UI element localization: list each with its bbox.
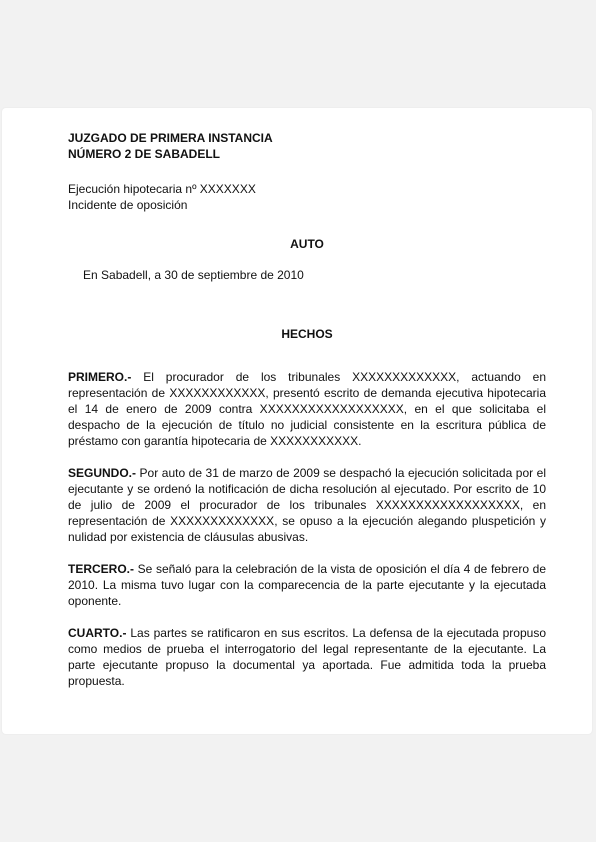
- court-heading: [68, 130, 546, 162]
- fact-text: Se señaló para la celebración de la vista de oposición el día 4 de febrero de 2010. La misma tuvo lugar con la comparecencia de la parte ejecutante y la ejecutada oponente.: [68, 562, 546, 608]
- document-page: [2, 108, 592, 734]
- document-content: [68, 130, 546, 705]
- place-date: En Sabadell, a 30 de septiembre de 2010: [83, 268, 304, 282]
- fact-label: SEGUNDO.-: [68, 466, 137, 480]
- auto-title: AUTO: [290, 237, 324, 251]
- court-number: NÚMERO 2 DE SABADELL: [68, 147, 221, 161]
- fact-segundo: [68, 465, 546, 545]
- facts-list: [68, 369, 546, 689]
- fact-label: TERCERO.-: [68, 562, 134, 576]
- fact-label: PRIMERO.-: [68, 370, 132, 384]
- case-reference: [68, 181, 546, 213]
- fact-tercero: [68, 561, 546, 609]
- fact-cuarto: [68, 625, 546, 689]
- hechos-title: HECHOS: [281, 327, 333, 341]
- fact-label: CUARTO.-: [68, 626, 127, 640]
- case-incident: Incidente de oposición: [68, 198, 188, 212]
- case-number: Ejecución hipotecaria nº XXXXXXX: [68, 182, 256, 196]
- fact-primero: [68, 369, 546, 449]
- fact-text: Las partes se ratificaron en sus escritos. La defensa de la ejecutada propuso como medios de prueba el interrogatorio del legal representante de la ejecutante. La parte ejecutante propuso la documental ya aportada. Fue admitida toda la prueba propuesta.: [68, 626, 546, 688]
- court-name: JUZGADO DE PRIMERA INSTANCIA: [68, 131, 273, 145]
- fact-text: Por auto de 31 de marzo de 2009 se despachó la ejecución solicitada por el ejecutante y se ordenó la notificación de dicha resolución al ejecutado. Por escrito de 10 de julio de 2009 el procurador de los tribunales XXXXXXXXXXXXXXXXXX, en representación de XXXXXXXXXXXXX, se opuso a la ejecución alegando pluspetición y nulidad por existencia de cláusulas abusivas.: [68, 466, 546, 544]
- fact-text: El procurador de los tribunales XXXXXXXXXXXXX, actuando en representación de XXXXXXXXXXXX, presentó escrito de demanda ejecutiva hipotecaria el 14 de enero de 2009 contra XXXXXXXXXXXXXXXXXX, en el que solicitaba el despacho de la ejecución de título no judicial consistente en la escritura pública de préstamo con garantía hipotecaria de XXXXXXXXXXX.: [68, 370, 546, 448]
